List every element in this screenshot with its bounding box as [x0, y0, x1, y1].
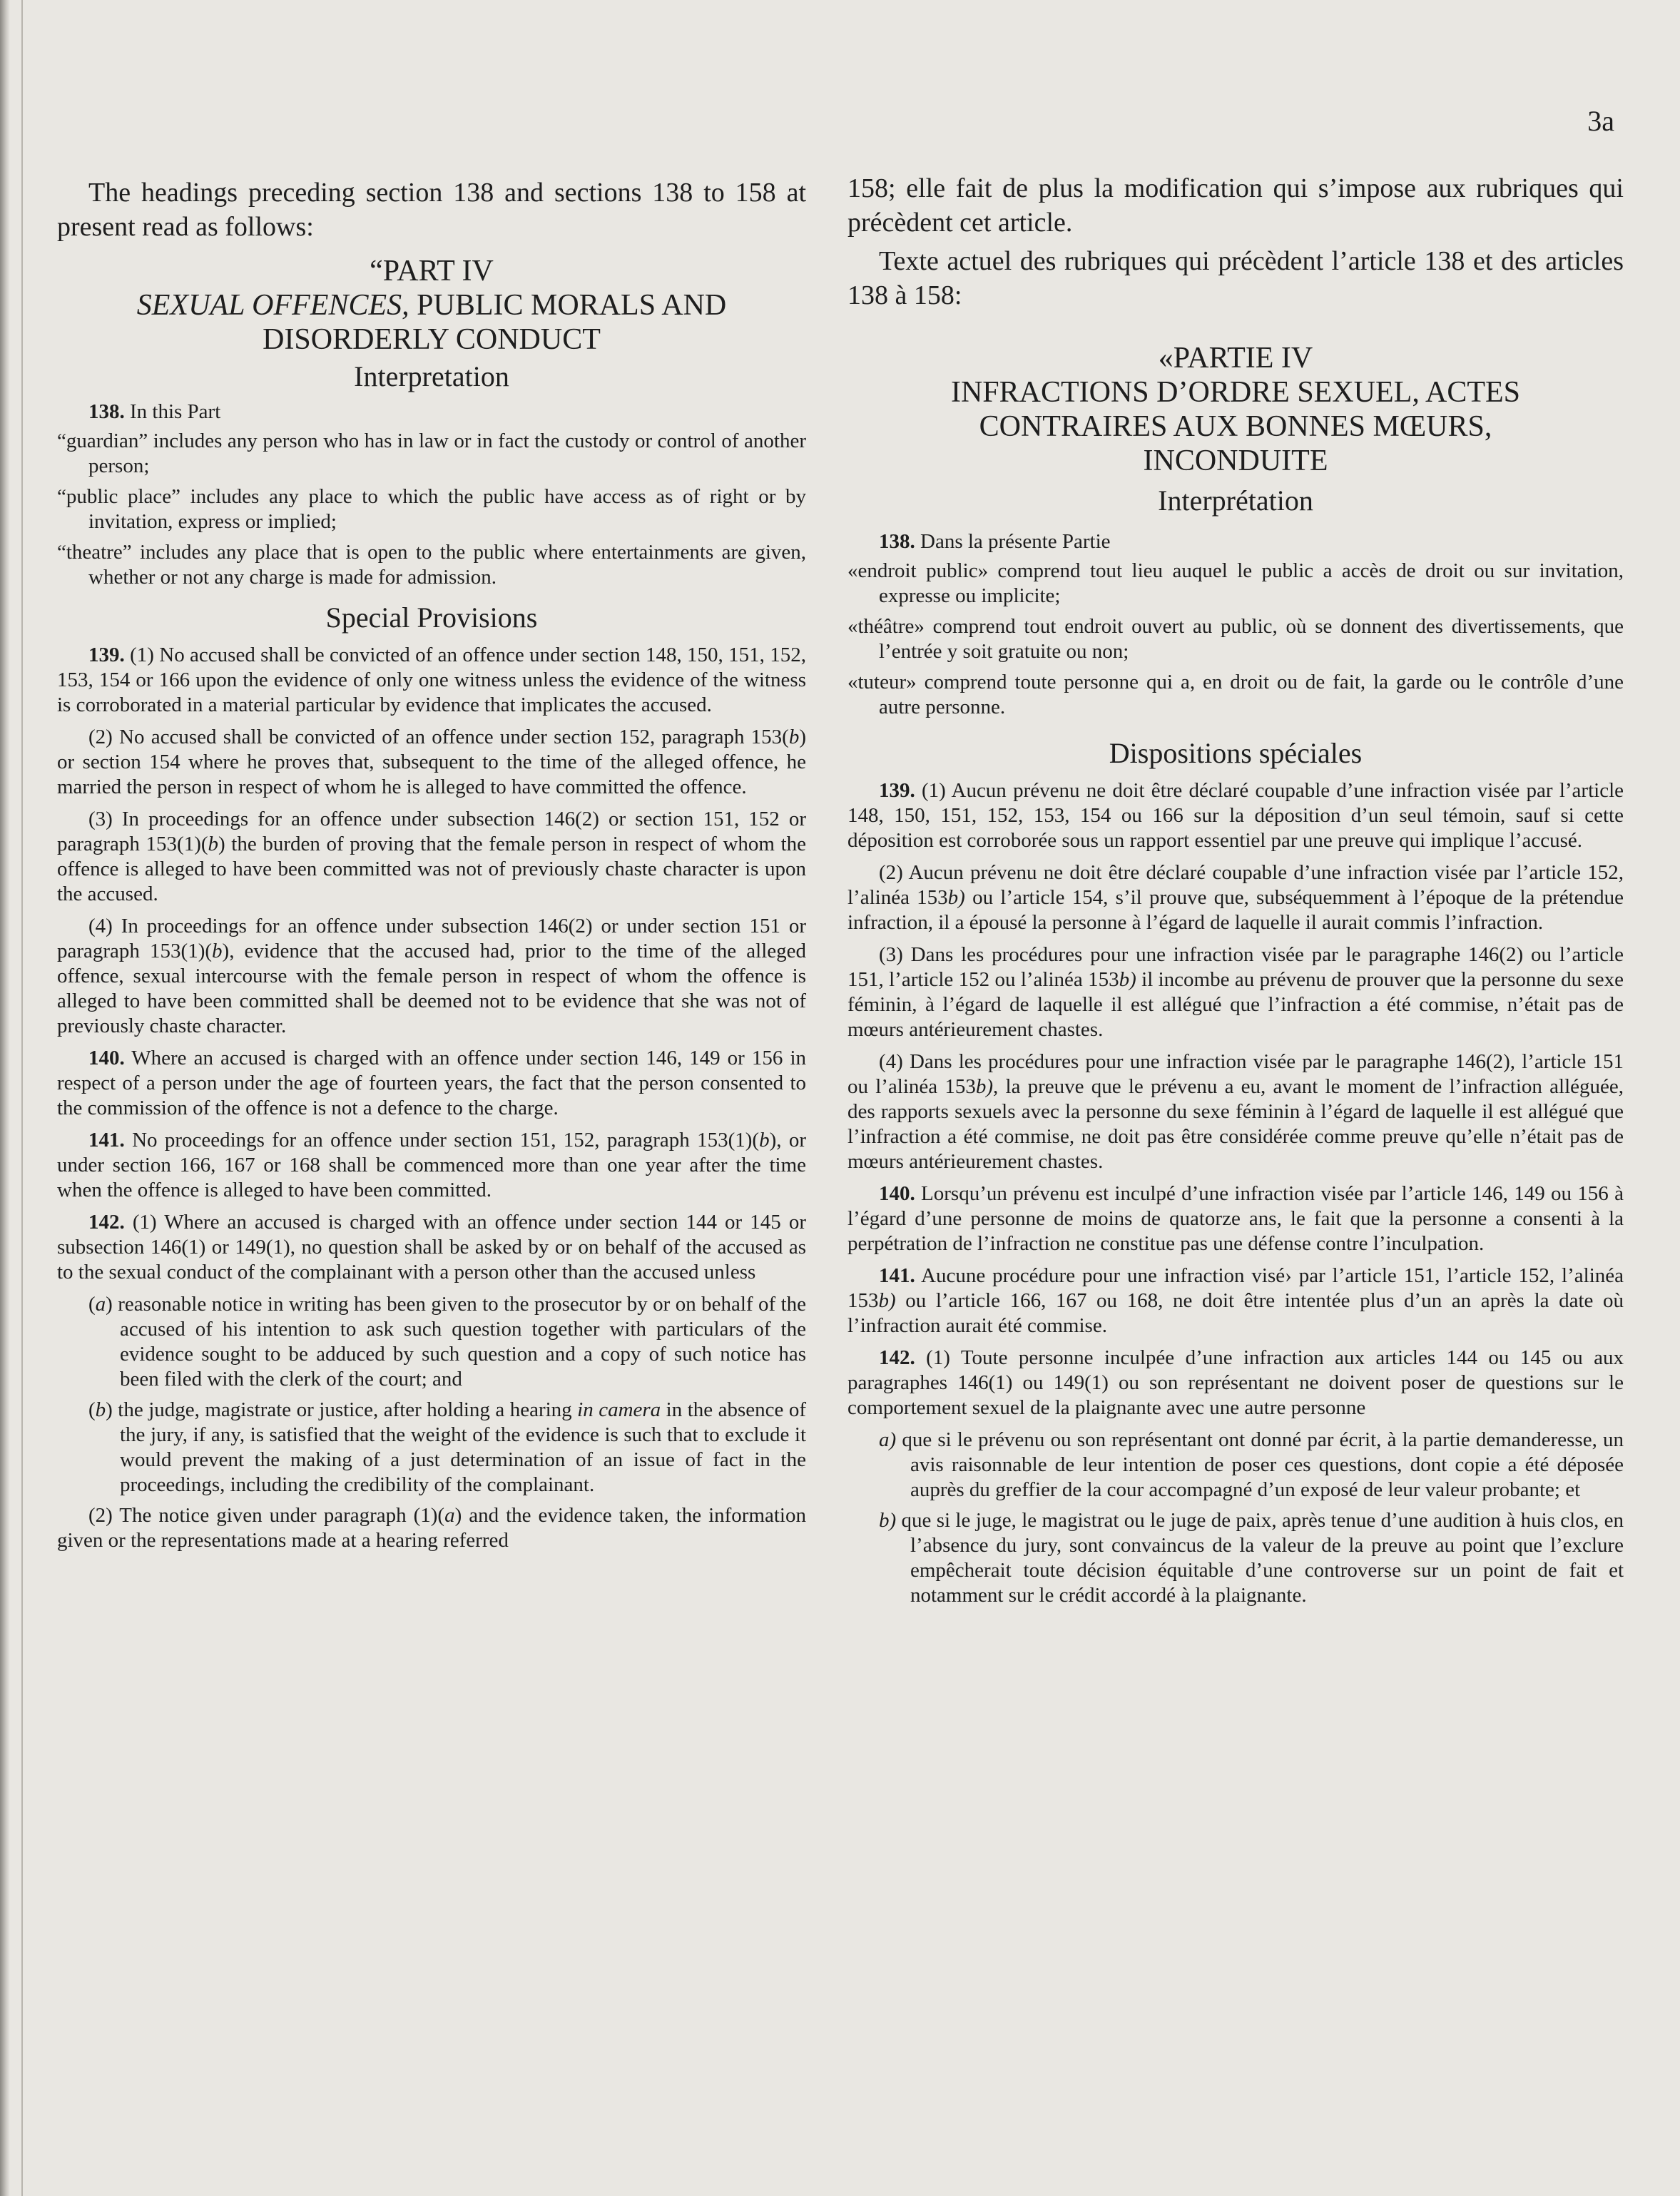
section-142-2	[57, 1503, 806, 1553]
definition-theatre: «théâtre» comprend tout endroit ouvert au public, où se donnent des divertissements, que l’entrée y soit gratuite ou non;	[847, 615, 1624, 663]
special-provisions-heading: Dispositions spéciales	[1109, 737, 1363, 769]
section-140	[57, 1046, 806, 1121]
text-part: (3) Dans les procédures pour une infraction visée par le paragraphe 146(2) ou l’article 151, l’article 152 ou l’alinéa 153	[847, 943, 1624, 991]
definition-tuteur: «tuteur» comprend toute personne qui a, en droit ou de fait, la garde ou le contrôle d’une autre personne.	[847, 671, 1624, 718]
section-number: 141.	[88, 1129, 125, 1152]
section-text: (1) Where an accused is charged with an offence under section 144 or 145 or subsection 146(1) or 149(1), no question shall be asked by or on behalf of the accused as to the sexual conduct of the complainant with a person other than the accused unless	[57, 1211, 806, 1283]
section-number: 138.	[88, 400, 125, 423]
section-138	[57, 400, 806, 425]
section-142-1	[847, 1346, 1624, 1420]
lead-paragraph: Texte actuel des rubriques qui précèdent l’article 138 et des articles 138 à 158:	[847, 246, 1624, 310]
section-139-3	[57, 807, 806, 907]
part-title	[57, 288, 806, 322]
interpretation-heading: Interpretation	[354, 360, 509, 392]
section-number: 139.	[879, 779, 915, 802]
text-part: (2) Aucun prévenu ne doit être déclaré coupable d’une infraction visée par l’article 152, l’alinéa 153	[847, 861, 1624, 909]
item-label: a	[95, 1293, 106, 1316]
section-number: 139.	[88, 644, 125, 666]
section-text: (1) Toute personne inculpée d’une infraction aux articles 144 ou 145 ou aux paragraphes 146(1) ou 149(1) ou son représentant ne doivent poser de questions sur le comportement sexuel de la plaignante avec une autre personne	[847, 1346, 1624, 1419]
item-label: a)	[879, 1428, 897, 1451]
section-139-1	[847, 778, 1624, 853]
text-italic: a	[444, 1504, 455, 1527]
text-italic: b	[759, 1129, 770, 1152]
french-column	[847, 171, 1624, 1614]
text-italic: b)	[947, 886, 965, 909]
part-title-line2: DISORDERLY CONDUCT	[263, 323, 601, 356]
part-title-italic: SEXUAL OFFENCES,	[136, 289, 409, 322]
page-binding-edge	[0, 0, 10, 2196]
definition-endroit-public: «endroit public» comprend tout lieu auquel le public a accès de droit ou sur invitation, expresse ou implicite;	[847, 559, 1624, 607]
text-part: ), or under section 166, 167 or 168 shall be commenced more than one year after the time when the offence is alleged to have been committed.	[57, 1129, 806, 1201]
text-part: No proceedings for an offence under section 151, 152, paragraph 153(1)(	[124, 1129, 760, 1152]
text-italic: b	[788, 726, 800, 748]
section-142-a: (a) reasonable notice in writing has been given to the prosecutor by or on behalf of the accused of his intention to ask such question together with particulars of the evidence sought to be adduced by such question and a copy of such notice has been filed with the clerk of the court; and	[88, 1293, 806, 1391]
section-text: Where an accused is charged with an offence under section 146, 149 or 156 in respect of a person under the age of fourteen years, the fact that the person consented to the commission of the offence is not a defence to the charge.	[57, 1047, 806, 1119]
part-title-rest: PUBLIC MORALS AND	[409, 289, 727, 322]
section-141	[847, 1264, 1624, 1338]
section-139-2	[847, 860, 1624, 935]
text-part: ou l’article 154, s’il prouve que, subséquemment à l’époque de la prétendue infraction, il a épousé la personne à l’égard de laquelle il aurait commis l’infraction.	[847, 886, 1624, 934]
section-number: 142.	[88, 1211, 125, 1234]
text-part: Aucune procédure pour une infraction visé› par l’article 151, l’article 152, l’alinéa 153	[847, 1264, 1624, 1312]
section-139-3	[847, 942, 1624, 1042]
part-title-line3: INCONDUITE	[1143, 444, 1328, 477]
section-142-b	[847, 1508, 1624, 1608]
text-part: (4) In proceedings for an offence under subsection 146(2) or under section 151 or paragraph 153(1)(	[57, 915, 806, 962]
part-heading: “PART IV	[370, 255, 494, 288]
lead-paragraph-continued: 158; elle fait de plus la modification qui s’impose aux rubriques qui précèdent cet article.	[847, 173, 1624, 238]
section-141	[57, 1128, 806, 1203]
english-column	[57, 171, 806, 1560]
text-part: (2) The notice given under paragraph (1)(	[88, 1504, 445, 1527]
section-142-b: (b) the judge, magistrate or justice, after holding a hearing in camera in the absence of the jury, if any, is satisfied that the weight of the evidence is such that to exclude it would prevent the making of a just determination of an issue of fact in the proceedings, including the credibility of the complainant.	[88, 1398, 807, 1496]
section-number: 138.	[879, 530, 915, 553]
text-part: in the absence of the jury, if any, is satisfied that the weight of the evidence is such that to exclude it would prevent the making of a just determination of an issue of fact in the proceedings, including the credibility of the complainant.	[120, 1398, 807, 1496]
section-140	[847, 1181, 1624, 1256]
section-138	[847, 529, 1624, 554]
text-part: (4) Dans les procédures pour une infraction visée par le paragraphe 146(2), l’article 151 ou l’alinéa 153	[847, 1050, 1624, 1098]
interpretation-heading: Interprétation	[1158, 484, 1313, 517]
section-text: In this Part	[124, 400, 221, 423]
section-139-4	[847, 1049, 1624, 1174]
text-part: ) and the evidence taken, the information given or the representations made at a hearing referred	[57, 1504, 806, 1552]
special-provisions-heading: Special Provisions	[325, 601, 538, 634]
section-text: Lorsqu’un prévenu est inculpé d’une infraction visée par l’article 146, 149 ou 156 à l’égard d’une personne de moins de quatorze ans, le fait que la personne a consenti à la perpétration de l’infraction ne constitue pas une défense contre l’inculpation.	[847, 1182, 1624, 1255]
section-number: 140.	[88, 1047, 125, 1069]
text-italic: b	[212, 940, 223, 962]
part-title-line1: INFRACTIONS D’ORDRE SEXUEL, ACTES	[950, 376, 1521, 409]
section-139-2	[57, 725, 806, 800]
section-142-a	[847, 1428, 1624, 1503]
lead-paragraph: The headings preceding section 138 and sections 138 to 158 at present read as follows:	[57, 178, 806, 242]
section-139-1	[57, 643, 806, 718]
part-title-line2: CONTRAIRES AUX BONNES MŒURS,	[979, 410, 1492, 443]
definition-public-place: “public place” includes any place to which the public have access as of right or by invitation, express or implied;	[57, 485, 806, 533]
text-part: ou l’article 166, 167 ou 168, ne doit être intentée plus d’un an après la date où l’infraction aurait été commise.	[847, 1289, 1624, 1337]
section-text: (1) No accused shall be convicted of an offence under section 148, 150, 151, 152, 153, 154 or 166 upon the evidence of only one witness unless the evidence of the witness is corroborated in a material particular by evidence that implicates the accused.	[57, 644, 806, 716]
text-part: ) the judge, magistrate or justice, after holding a hearing	[106, 1398, 578, 1421]
text-italic: b)	[878, 1289, 896, 1312]
text-part: ) the burden of proving that the female person in respect of whom the offence is alleged to have been committed was not of previously chaste character is upon the accused.	[57, 833, 807, 905]
text-part: (3) In proceedings for an offence under subsection 146(2) or section 151, 152 or paragraph 153(1)(	[57, 808, 806, 855]
section-number: 140.	[879, 1182, 915, 1205]
binding-shadow-line	[21, 0, 23, 2196]
text-part: , la preuve que le prévenu a eu, avant le moment de l’infraction alléguée, des rapports sexuels avec la personne du sexe féminin à l’égard de laquelle il est allégué que l’infraction a été commise, ne doit pas être considérée comme preuve qu’elle n’était pas de mœurs antérieurement chastes.	[847, 1075, 1624, 1173]
text-italic: b)	[975, 1075, 994, 1098]
text-part: que si le juge, le magistrat ou le juge de paix, après tenue d’une audition à huis clos, en l’absence du jury, sont convaincus de la valeur de la preuve au point que l’exclure empêcherait toute décision équitable d’une controverse sur un point de fait et notamment sur le crédit accordé à la plaignante.	[896, 1509, 1624, 1607]
definition-guardian: “guardian” includes any person who has in law or in fact the custody or control of another person;	[57, 429, 806, 477]
text-part: ) reasonable notice in writing has been given to the prosecutor by or on behalf of the accused of his intention to ask such question together with particulars of the evidence sought to be adduced by such question and a copy of such notice has been filed with the clerk of the court; and	[106, 1293, 806, 1391]
section-text: Dans la présente Partie	[915, 530, 1111, 553]
section-number: 141.	[879, 1264, 915, 1287]
text-part: (2) No accused shall be convicted of an offence under section 152, paragraph 153(	[88, 726, 789, 748]
item-label: b)	[879, 1509, 897, 1532]
text-italic: b)	[1119, 968, 1136, 991]
section-139-4	[57, 914, 806, 1039]
text-italic: in camera	[577, 1398, 661, 1421]
text-part: ) or section 154 where he proves that, subsequent to the time of the alleged offence, he married the person in respect of whom he is alleged to have committed the offence.	[57, 726, 806, 798]
section-number: 142.	[879, 1346, 915, 1369]
section-142-1	[57, 1210, 806, 1285]
text-part: que si le prévenu ou son représentant ont donné par écrit, à la partie demanderesse, un avis raisonnable de leur intention de poser ces questions, dont copie a été déposée auprès du greffier de la cour accompagné d’un exposé de leur valeur probante; et	[896, 1428, 1624, 1501]
section-text: (1) Aucun prévenu ne doit être déclaré coupable d’une infraction visée par l’article 148, 150, 151, 152, 153, 154 ou 166 sur la déposition d’un seul témoin, sauf si cette déposition est corroborée sous un rapport essentiel par une preuve qui implique l’accusé.	[847, 779, 1624, 852]
page-number: 3a	[1587, 105, 1614, 137]
text-part: il incombe au prévenu de prouver que la personne du sexe féminin, à l’égard de laquelle il est allégué que l’infraction a été commise, n’était pas de mœurs antérieurement chastes.	[847, 968, 1624, 1041]
part-heading: «PARTIE IV	[1158, 342, 1313, 375]
item-label: b	[95, 1398, 106, 1421]
definition-theatre: “theatre” includes any place that is open to the public where entertainments are given, whether or not any charge is made for admission.	[57, 541, 806, 589]
text-part: ), evidence that the accused had, prior to the time of the alleged offence, sexual intercourse with the female person in respect of whom the offence is alleged to have been committed shall be deemed not to be evidence that she was not of previously chaste character.	[57, 940, 806, 1037]
text-italic: b	[208, 833, 219, 855]
